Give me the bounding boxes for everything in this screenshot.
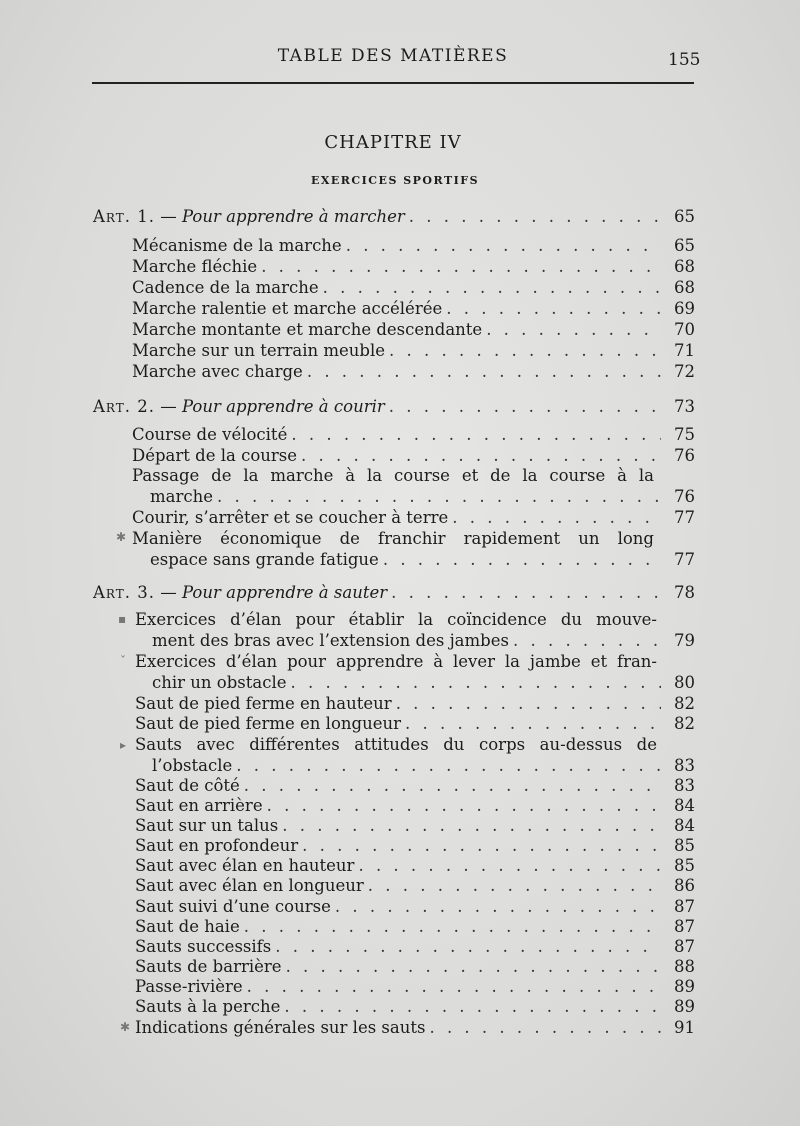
entry-text: Marche fléchie xyxy=(132,257,258,276)
entry-text: Sauts successifs xyxy=(135,937,272,956)
toc-entry xyxy=(135,917,695,937)
dot-leader xyxy=(389,341,661,361)
toc-entry xyxy=(132,341,695,361)
article-title: Pour apprendre à courir xyxy=(181,397,385,416)
entry-page: 71 xyxy=(674,341,695,360)
entry-page: 72 xyxy=(674,362,695,381)
dot-leader xyxy=(383,550,661,570)
dot-leader xyxy=(405,714,661,734)
toc-entry xyxy=(132,446,695,466)
dot-leader xyxy=(267,796,661,816)
entry-page: 80 xyxy=(674,673,695,692)
article-title: Pour apprendre à sauter xyxy=(181,583,388,602)
entry-text: Saut suivi d’une course xyxy=(135,897,331,916)
dot-leader xyxy=(389,397,661,417)
dot-leader xyxy=(291,425,661,445)
entry-text: Départ de la course xyxy=(132,446,298,465)
entry-text: chir un obstacle xyxy=(152,673,287,692)
toc-entry xyxy=(132,320,695,340)
entry-page: 87 xyxy=(674,917,695,936)
entry-page: 87 xyxy=(674,897,695,916)
entry-page: 77 xyxy=(674,550,695,569)
margin-mark-icon: ▸ xyxy=(120,738,127,752)
entry-line-first: Passage de la marche à la course et de la course à la xyxy=(132,466,654,485)
dot-leader xyxy=(323,278,661,298)
margin-mark-icon: ✱ xyxy=(120,1020,131,1034)
article-page: 78 xyxy=(674,583,695,602)
toc-entry xyxy=(132,299,695,319)
dot-leader xyxy=(247,977,661,997)
running-title: TABLE DES MATIÈRES xyxy=(277,46,509,66)
entry-page: 79 xyxy=(674,631,695,650)
entry-text: Courir, s’arrêter et se coucher à terre xyxy=(132,508,449,527)
toc-entry xyxy=(135,876,695,896)
dot-leader xyxy=(282,816,661,836)
margin-mark-icon: ✱ xyxy=(116,530,127,544)
dot-leader xyxy=(291,673,662,693)
toc-entry xyxy=(135,776,695,796)
toc-entry xyxy=(135,836,695,856)
entry-line-first: Exercices d’élan pour établir la coïncidence du mouve- xyxy=(135,610,657,629)
dot-leader xyxy=(368,876,661,896)
article-dash: — xyxy=(160,583,177,602)
entry-page: 76 xyxy=(674,446,695,465)
entry-text: Marche montante et marche descendante xyxy=(132,320,483,339)
article-label: Art. 1. xyxy=(93,207,155,226)
entry-text: Marche ralentie et marche accélérée xyxy=(132,299,443,318)
entry-page: 65 xyxy=(674,236,695,255)
dot-leader xyxy=(409,207,661,227)
article-dash: — xyxy=(160,397,177,416)
entry-text: Marche avec charge xyxy=(132,362,303,381)
dot-leader xyxy=(261,257,661,277)
entry-line-first: Manière économique de franchir rapidement un long xyxy=(132,529,654,548)
entry-text: marche xyxy=(150,487,214,506)
dot-leader xyxy=(236,756,661,776)
dot-leader xyxy=(244,776,661,796)
entry-page: 85 xyxy=(674,856,695,875)
entry-text: Saut de pied ferme en hauteur xyxy=(135,694,392,713)
entry-text: Marche sur un terrain meuble xyxy=(132,341,386,360)
article-label: Art. 3. xyxy=(93,583,155,602)
toc-entry xyxy=(132,257,695,277)
dot-leader xyxy=(307,362,661,382)
entry-text: Course de vélocité xyxy=(132,425,288,444)
toc-entry xyxy=(135,977,695,997)
entry-page: 84 xyxy=(674,796,695,815)
toc-entry xyxy=(150,487,695,507)
dot-leader xyxy=(429,1018,661,1038)
article-page: 65 xyxy=(674,207,695,226)
margin-mark-icon: ˇ xyxy=(120,654,126,668)
entry-text: Saut sur un talus xyxy=(135,816,279,835)
dot-leader xyxy=(452,508,661,528)
article-heading xyxy=(93,583,695,603)
entry-page: 83 xyxy=(674,756,695,775)
entry-page: 68 xyxy=(674,278,695,297)
toc-entry xyxy=(135,897,695,917)
article-label: Art. 2. xyxy=(93,397,155,416)
toc-entry xyxy=(152,631,695,651)
chapter-subtitle: EXERCICES SPORTIFS xyxy=(310,174,480,187)
entry-page: 87 xyxy=(674,937,695,956)
toc-entry xyxy=(135,957,695,977)
toc-entry xyxy=(152,756,695,776)
entry-page: 85 xyxy=(674,836,695,855)
toc-entry xyxy=(135,694,695,714)
toc-entry xyxy=(135,1018,695,1038)
dot-leader xyxy=(486,320,661,340)
article-title: Pour apprendre à marcher xyxy=(181,207,405,226)
dot-leader xyxy=(217,487,661,507)
entry-text: l’obstacle xyxy=(152,756,233,775)
dot-leader xyxy=(244,917,661,937)
dot-leader xyxy=(302,836,661,856)
toc-entry xyxy=(135,816,695,836)
header-rule xyxy=(92,82,694,84)
entry-page: 91 xyxy=(674,1018,695,1037)
article-dash: — xyxy=(160,207,177,226)
toc-entry xyxy=(132,362,695,382)
entry-text: Saut en arrière xyxy=(135,796,263,815)
dot-leader xyxy=(284,997,661,1017)
dot-leader xyxy=(335,897,661,917)
toc-entry xyxy=(132,278,695,298)
margin-mark-icon: ▪ xyxy=(118,612,127,626)
dot-leader xyxy=(275,937,661,957)
toc-entry xyxy=(132,508,695,528)
toc-entry xyxy=(135,937,695,957)
entry-text: Sauts de barrière xyxy=(135,957,282,976)
dot-leader xyxy=(358,856,661,876)
entry-page: 82 xyxy=(674,714,695,733)
article-page: 73 xyxy=(674,397,695,416)
toc-entry xyxy=(135,997,695,1017)
toc-entry xyxy=(150,550,695,570)
chapter-title: CHAPITRE IV xyxy=(324,132,462,153)
entry-page: 75 xyxy=(674,425,695,444)
dot-leader xyxy=(396,694,661,714)
dot-leader xyxy=(286,957,661,977)
entry-text: Cadence de la marche xyxy=(132,278,319,297)
dot-leader xyxy=(301,446,661,466)
entry-text: Saut de côté xyxy=(135,776,240,795)
entry-page: 89 xyxy=(674,997,695,1016)
entry-text: Indications générales sur les sauts xyxy=(135,1018,426,1037)
entry-page: 70 xyxy=(674,320,695,339)
dot-leader xyxy=(513,631,661,651)
entry-text: Saut avec élan en longueur xyxy=(135,876,364,895)
entry-page: 84 xyxy=(674,816,695,835)
entry-page: 86 xyxy=(674,876,695,895)
toc-entry xyxy=(135,856,695,876)
dot-leader xyxy=(346,236,661,256)
entry-line-first: Sauts avec différentes attitudes du corps au-dessus de xyxy=(135,735,657,754)
entry-text: ment des bras avec l’extension des jambes xyxy=(152,631,509,650)
toc-entry xyxy=(135,796,695,816)
toc-entry xyxy=(152,673,695,693)
toc-entry xyxy=(135,714,695,734)
entry-page: 89 xyxy=(674,977,695,996)
toc-entry xyxy=(132,425,695,445)
entry-text: Saut de haie xyxy=(135,917,240,936)
article-heading xyxy=(93,397,695,417)
entry-page: 69 xyxy=(674,299,695,318)
entry-page: 76 xyxy=(674,487,695,506)
entry-text: Mécanisme de la marche xyxy=(132,236,342,255)
entry-text: Saut en profondeur xyxy=(135,836,299,855)
entry-text: Passe-rivière xyxy=(135,977,243,996)
entry-text: Sauts à la perche xyxy=(135,997,281,1016)
dot-leader xyxy=(446,299,661,319)
entry-text: Saut avec élan en hauteur xyxy=(135,856,355,875)
entry-text: espace sans grande fatigue xyxy=(150,550,379,569)
page-number: 155 xyxy=(668,50,701,70)
entry-page: 77 xyxy=(674,508,695,527)
entry-line-first: Exercices d’élan pour apprendre à lever la jambe et fran- xyxy=(135,652,657,671)
entry-text: Saut de pied ferme en longueur xyxy=(135,714,401,733)
entry-page: 83 xyxy=(674,776,695,795)
article-heading xyxy=(93,207,695,227)
entry-page: 88 xyxy=(674,957,695,976)
entry-page: 82 xyxy=(674,694,695,713)
entry-page: 68 xyxy=(674,257,695,276)
dot-leader xyxy=(391,583,661,603)
toc-entry xyxy=(132,236,695,256)
